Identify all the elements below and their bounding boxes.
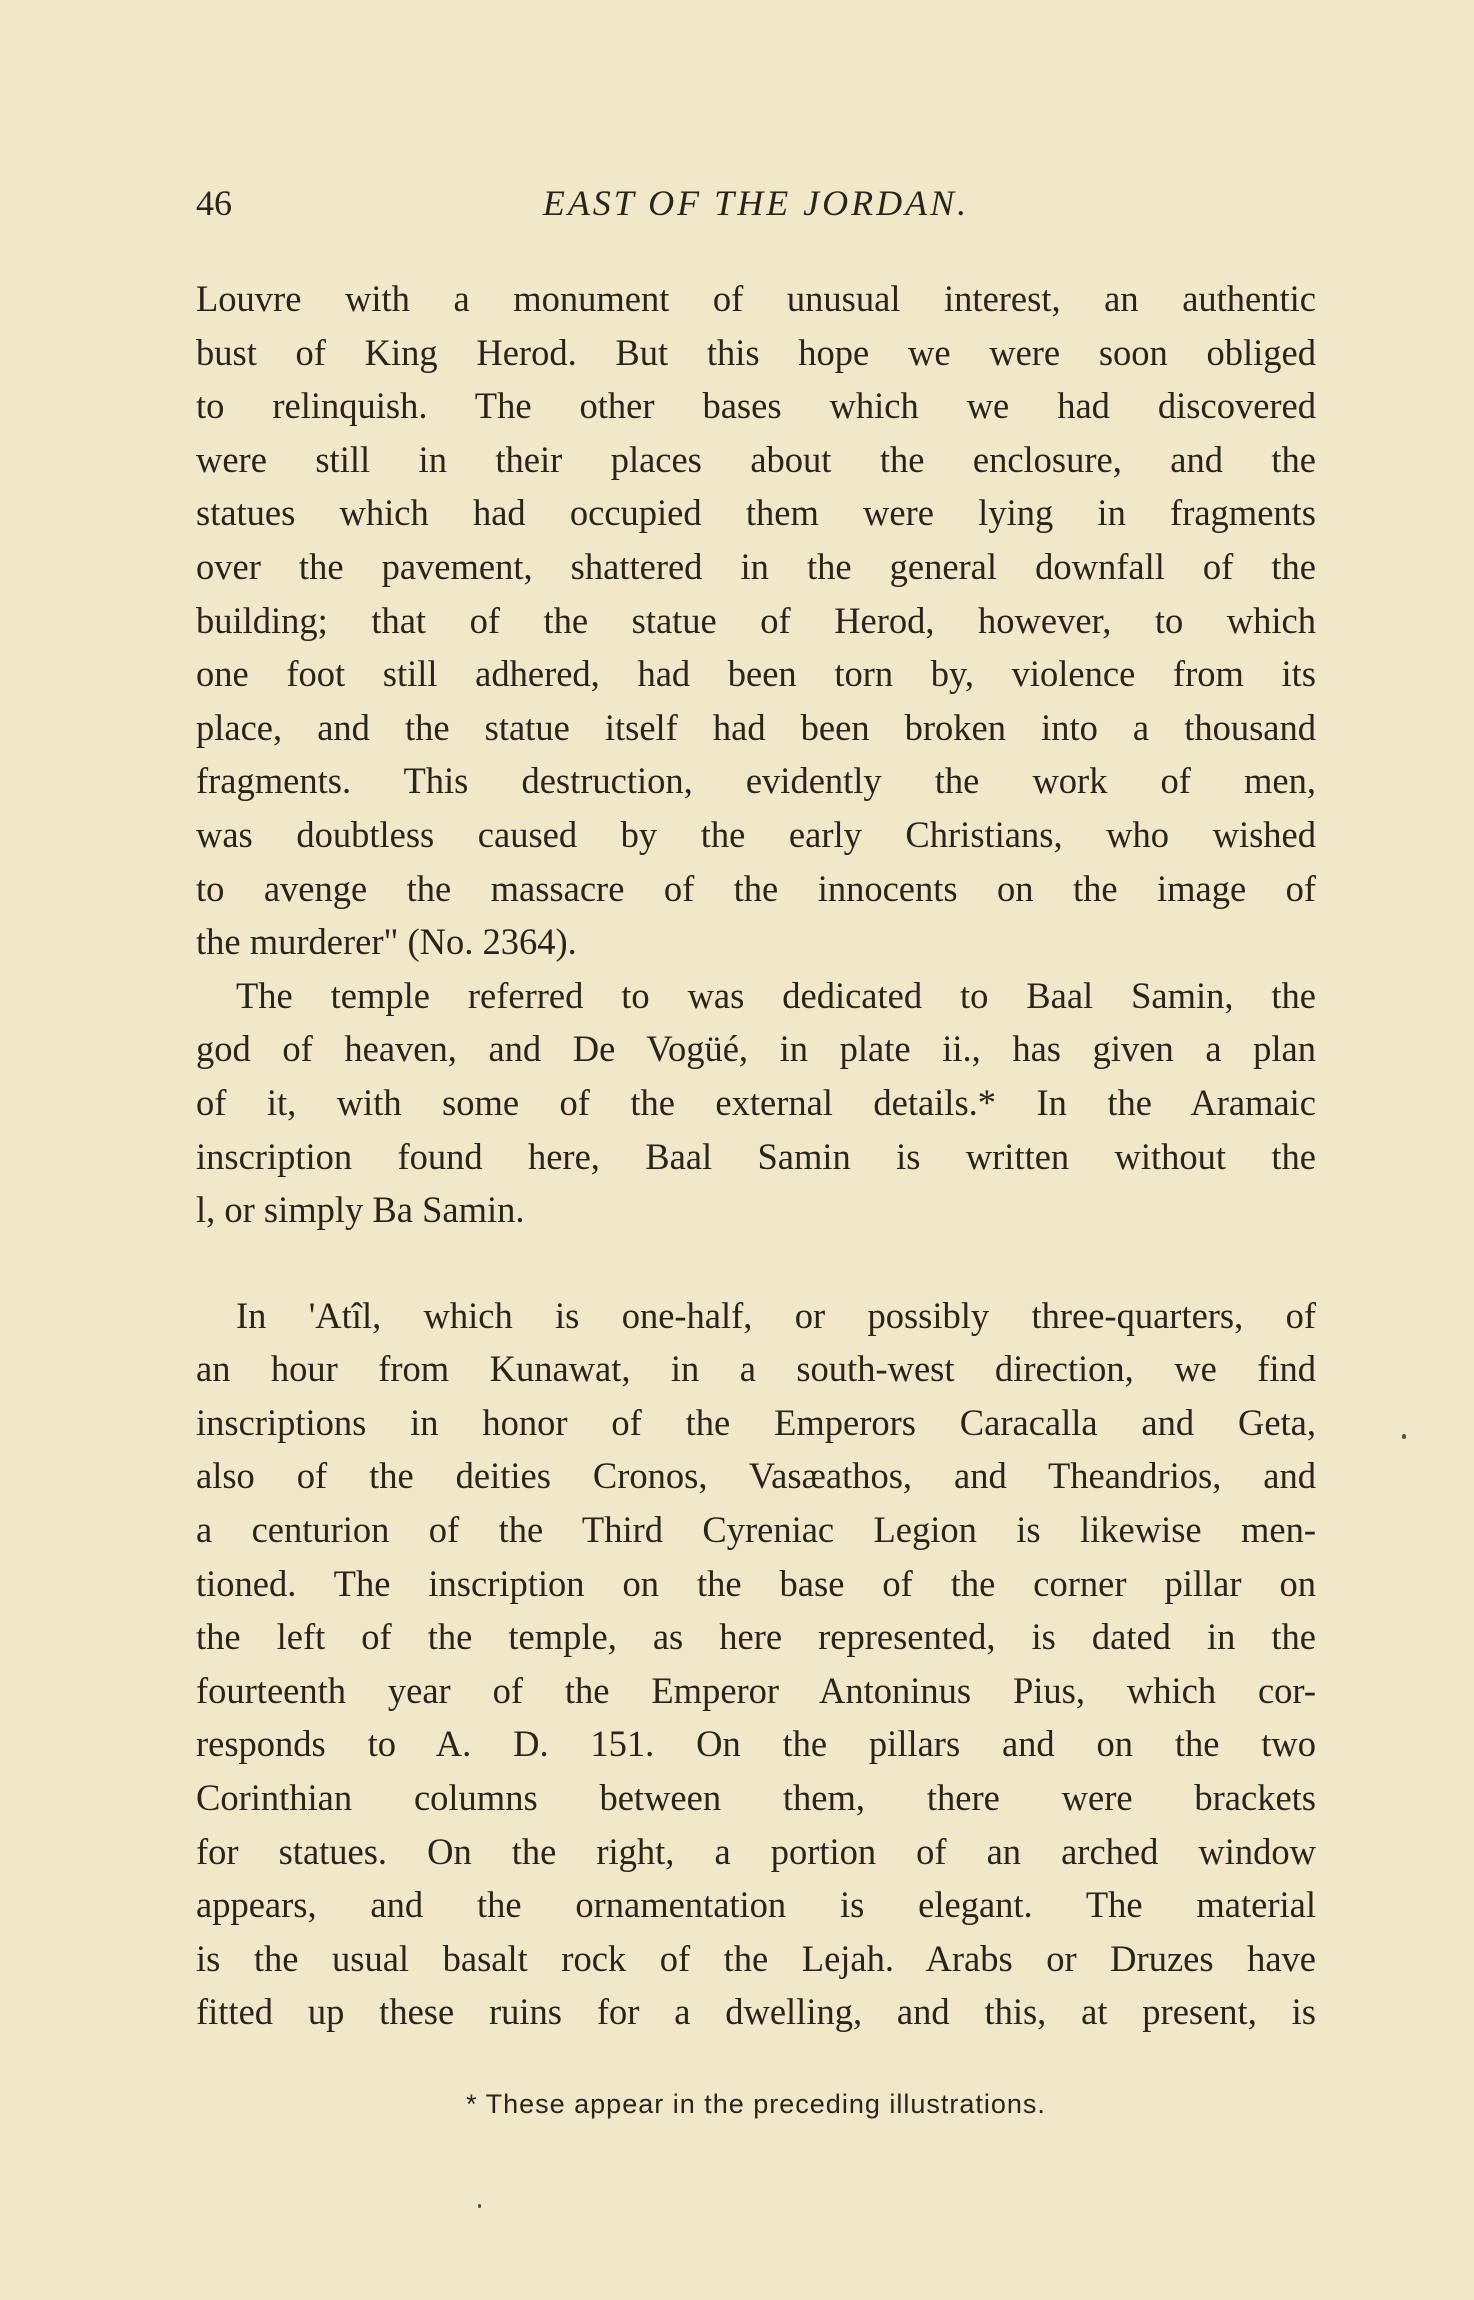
text-line: In 'Atîl, which is one-half, or possibly three-quarters, of — [236, 1294, 1316, 1336]
running-title: EAST OF THE JORDAN. — [542, 183, 970, 223]
text-line: The temple referred to was dedicated to Baal Samin, the — [236, 974, 1316, 1016]
text-line: the left of the temple, as here represented, is dated in the — [196, 1616, 1316, 1658]
body-text — [196, 272, 1316, 2039]
text-line: Louvre with a monument of unusual interest, an authentic — [196, 278, 1316, 319]
text-line: fitted up these ruins for a dwelling, and this, at present, is — [196, 1991, 1316, 2033]
text-line: the murderer" (No. 2364). — [196, 921, 577, 963]
ink-speck — [478, 2204, 481, 2208]
text-line: one foot still adhered, had been torn by, violence from its — [196, 653, 1316, 695]
text-line: were still in their places about the enclosure, and the — [196, 438, 1316, 480]
text-line: a centurion of the Third Cyreniac Legion is likewise men- — [196, 1509, 1316, 1551]
text-line: responds to A. D. 151. On the pillars and on the two — [196, 1723, 1316, 1765]
text-line: for statues. On the right, a portion of an arched window — [196, 1830, 1316, 1872]
text-line: to relinquish. The other bases which we had discovered — [196, 385, 1316, 427]
text-line: fourteenth year of the Emperor Antoninus Pius, which cor- — [196, 1669, 1316, 1711]
text-line: building; that of the statue of Herod, however, to which — [196, 599, 1316, 641]
text-line: an hour from Kunawat, in a south-west direction, we find — [196, 1348, 1316, 1390]
text-line: Corinthian columns between them, there were brackets — [196, 1777, 1316, 1819]
text-line: over the pavement, shattered in the general downfall of the — [196, 545, 1316, 587]
paragraph-1 — [196, 272, 1316, 969]
text-line: of it, with some of the external details.* In the Aramaic — [196, 1081, 1316, 1123]
page-number: 46 — [196, 183, 232, 223]
running-head — [196, 178, 1316, 228]
text-line: was doubtless caused by the early Christians, who wished — [196, 813, 1316, 855]
paragraph-2 — [196, 969, 1316, 1237]
text-line: is the usual basalt rock of the Lejah. Arabs or Druzes have — [196, 1937, 1316, 1979]
section-gap — [196, 1237, 1316, 1289]
footnote: * These appear in the preceding illustrations. — [466, 2089, 1046, 2119]
text-line: fragments. This destruction, evidently the work of men, — [196, 760, 1316, 802]
text-line: l, or simply Ba Samin. — [196, 1189, 525, 1231]
text-line: bust of King Herod. But this hope we were soon obliged — [196, 331, 1316, 373]
text-line: appears, and the ornamentation is elegant. The material — [196, 1884, 1316, 1926]
text-line: also of the deities Cronos, Vasæathos, and Theandrios, and — [196, 1455, 1316, 1497]
text-line: god of heaven, and De Vogüé, in plate ii., has given a plan — [196, 1028, 1316, 1070]
text-line: statues which had occupied them were lying in fragments — [196, 492, 1316, 534]
text-line: inscriptions in honor of the Emperors Caracalla and Geta, — [196, 1401, 1316, 1443]
text-line: to avenge the massacre of the innocents on the image of — [196, 867, 1316, 909]
text-line: inscription found here, Baal Samin is written without the — [196, 1135, 1316, 1177]
ink-speck — [1402, 1434, 1406, 1439]
paragraph-3 — [196, 1289, 1316, 2039]
text-line: place, and the statue itself had been broken into a thousand — [196, 706, 1316, 748]
text-line: tioned. The inscription on the base of the corner pillar on — [196, 1562, 1316, 1604]
